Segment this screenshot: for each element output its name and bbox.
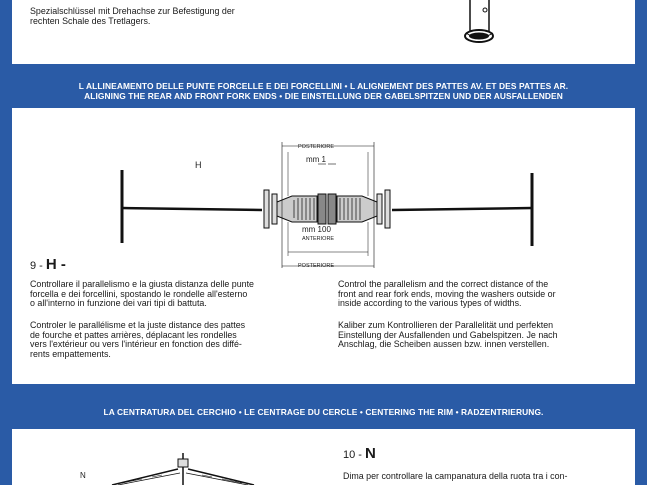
tool-heading-h bbox=[30, 256, 66, 273]
section-header-centering bbox=[0, 407, 647, 417]
spanner-tool-illustration bbox=[452, 0, 512, 50]
tool-heading-n bbox=[343, 445, 376, 462]
text-it-line: forcella e dei forcellini, spostando le rondelle all'esterno bbox=[30, 288, 248, 299]
tool-letter: H - bbox=[45, 256, 66, 273]
text-italian bbox=[30, 280, 330, 309]
tool-letter: N bbox=[365, 445, 376, 462]
label-mm1: mm 1 bbox=[306, 155, 326, 164]
section-header-alignment bbox=[0, 81, 647, 101]
text-fr-line: Controler le parallélisme et la juste distance des pattes bbox=[30, 320, 246, 330]
text-fr-line: de fourche et pattes arrières, déplacant les rondelles bbox=[30, 329, 237, 340]
text-french bbox=[30, 321, 330, 359]
diagram-letter-n: N bbox=[80, 471, 86, 480]
top-text-line1: Spezialschlüssel mit Drehachse zur Befestigung der bbox=[30, 6, 235, 16]
section-header-centering-text: LA CENTRATURA DEL CERCHIO • LE CENTRAGE DU CERCLE • CENTERING THE RIM • RADZENTRIERUNG. bbox=[103, 407, 544, 417]
text-fr-line: vers l'extérieur ou vers l'intérieur en fonction des diffé- bbox=[30, 339, 242, 350]
label-mm100: mm 100 bbox=[302, 225, 331, 234]
text-en-line: Control the parallelism and the correct distance of the bbox=[338, 279, 549, 289]
top-panel bbox=[12, 0, 635, 64]
diagram-letter-h: H bbox=[195, 160, 202, 170]
text-it-line: o all'interno in funzione dei vari tipi di battuta. bbox=[30, 298, 207, 309]
alignment-gauge-diagram bbox=[112, 138, 552, 273]
alignment-panel bbox=[12, 108, 635, 384]
text-de-line: Einstellung der Ausfallenden und Gabelspitzen. Je nach bbox=[338, 329, 558, 340]
label-anteriore: ANTERIORE bbox=[302, 236, 335, 242]
text-en-line: inside according to the various types of widths. bbox=[338, 298, 522, 309]
label-posteriore-bottom: POSTERIORE bbox=[298, 263, 335, 269]
text-it-line: Dima per controllare la campanatura della ruota tra i con- bbox=[343, 471, 568, 481]
text-german bbox=[338, 321, 628, 350]
top-text-line2: rechten Schale des Tretlagers. bbox=[30, 16, 151, 26]
text-it-line: Controllare il parallelismo e la giusta distanza delle punte bbox=[30, 279, 254, 289]
section-header-line2: ALIGNING THE REAR AND FRONT FORK ENDS • DIE EINSTELLUNG DER GABELSPITZEN UND DER AUSFALLENDEN bbox=[84, 91, 563, 101]
text-en-line: front and rear fork ends, moving the washers outside or bbox=[338, 288, 556, 299]
text-fr-line: rents empattements. bbox=[30, 348, 111, 359]
tool-number: 10 - bbox=[343, 449, 362, 461]
tool-number: 9 - bbox=[30, 260, 43, 272]
text-de-line: Anschlag, die Scheiben aussen bzw. innen verstellen. bbox=[338, 339, 550, 350]
text-de-line: Kaliber zum Kontrollieren der Parallelität und perfekten bbox=[338, 320, 554, 330]
rim-gauge-illustration bbox=[102, 453, 302, 485]
centering-panel bbox=[12, 429, 635, 485]
text-english bbox=[338, 280, 628, 309]
section-header-line1: L ALLINEAMENTO DELLE PUNTE FORCELLE E DEI FORCELLINI • L ALIGNEMENT DES PATTES AV. ET DES PATTES AR. bbox=[78, 81, 569, 91]
label-posteriore-top: POSTERIORE bbox=[298, 144, 335, 150]
